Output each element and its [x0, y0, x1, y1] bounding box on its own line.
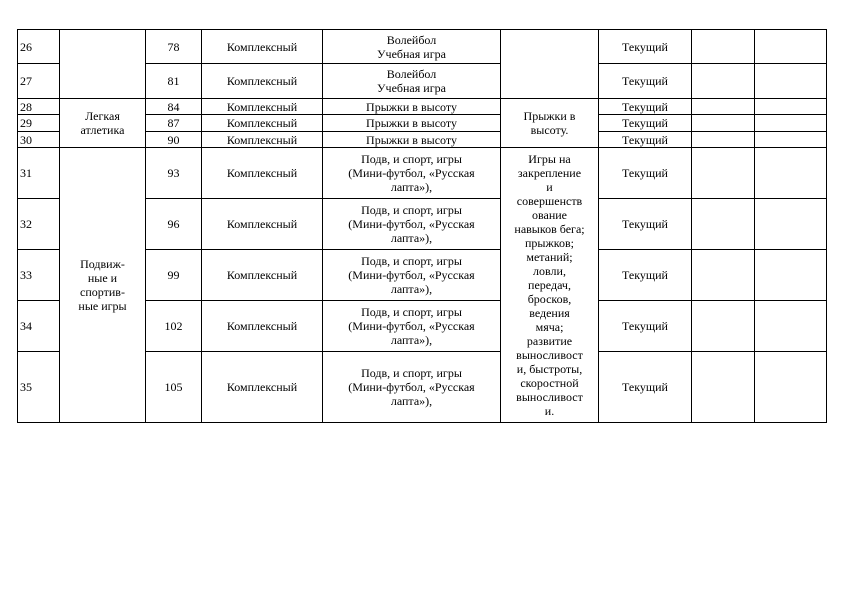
- lesson-type: Комплексный: [202, 99, 323, 115]
- table-body: [18, 30, 827, 423]
- control-type: Текущий: [599, 30, 692, 64]
- row-number: 33: [18, 250, 60, 301]
- empty-cell: [692, 30, 755, 64]
- empty-cell: [755, 352, 827, 423]
- lesson-topic: Прыжки в высоту: [323, 132, 501, 148]
- lesson-number: 96: [146, 199, 202, 250]
- lesson-type: Комплексный: [202, 30, 323, 64]
- control-type: Текущий: [599, 199, 692, 250]
- empty-cell: [755, 301, 827, 352]
- lesson-type: Комплексный: [202, 199, 323, 250]
- lesson-number: 105: [146, 352, 202, 423]
- lesson-type: Комплексный: [202, 115, 323, 132]
- row-number: 35: [18, 352, 60, 423]
- empty-cell: [692, 99, 755, 115]
- lesson-number: 78: [146, 30, 202, 64]
- control-type: Текущий: [599, 148, 692, 199]
- empty-cell: [692, 148, 755, 199]
- empty-cell: [692, 199, 755, 250]
- table-row: [18, 148, 827, 199]
- control-type: Текущий: [599, 250, 692, 301]
- row-number: 32: [18, 199, 60, 250]
- table-row: [18, 99, 827, 115]
- row-number: 26: [18, 30, 60, 64]
- content-jumps: Прыжки в высоту.: [501, 99, 599, 148]
- empty-cell: [692, 301, 755, 352]
- lesson-topic: Подв, и спорт, игры (Мини-футбол, «Русская лапта»),: [323, 199, 501, 250]
- lesson-type: Комплексный: [202, 301, 323, 352]
- lesson-topic: Подв, и спорт, игры (Мини-футбол, «Русская лапта»),: [323, 250, 501, 301]
- section-games: Подвиж- ные и спортив- ные игры: [60, 148, 146, 423]
- lesson-type: Комплексный: [202, 250, 323, 301]
- empty-cell: [692, 64, 755, 99]
- section-athletics: Легкая атлетика: [60, 99, 146, 148]
- empty-cell: [692, 352, 755, 423]
- lesson-type: Комплексный: [202, 132, 323, 148]
- lesson-number: 90: [146, 132, 202, 148]
- lesson-number: 102: [146, 301, 202, 352]
- row-number: 29: [18, 115, 60, 132]
- empty-cell: [755, 30, 827, 64]
- empty-cell: [692, 115, 755, 132]
- lesson-topic: Прыжки в высоту: [323, 99, 501, 115]
- control-type: Текущий: [599, 352, 692, 423]
- lesson-number: 84: [146, 99, 202, 115]
- lesson-number: 93: [146, 148, 202, 199]
- lesson-topic: Подв, и спорт, игры (Мини-футбол, «Русская лапта»),: [323, 301, 501, 352]
- lesson-number: 99: [146, 250, 202, 301]
- lesson-type: Комплексный: [202, 352, 323, 423]
- section-cell-empty: [60, 30, 146, 99]
- lesson-topic: Подв, и спорт, игры (Мини-футбол, «Русская лапта»),: [323, 352, 501, 423]
- row-number: 34: [18, 301, 60, 352]
- row-number: 27: [18, 64, 60, 99]
- row-number: 28: [18, 99, 60, 115]
- lesson-type: Комплексный: [202, 64, 323, 99]
- empty-cell: [755, 250, 827, 301]
- row-number: 30: [18, 132, 60, 148]
- empty-cell: [755, 148, 827, 199]
- empty-cell: [755, 64, 827, 99]
- row-number: 31: [18, 148, 60, 199]
- empty-cell: [755, 132, 827, 148]
- lesson-topic: Прыжки в высоту: [323, 115, 501, 132]
- lesson-plan-table: [17, 29, 827, 423]
- empty-cell: [692, 250, 755, 301]
- lesson-number: 81: [146, 64, 202, 99]
- control-type: Текущий: [599, 64, 692, 99]
- lesson-topic: Подв, и спорт, игры (Мини-футбол, «Русская лапта»),: [323, 148, 501, 199]
- empty-cell: [755, 115, 827, 132]
- lesson-type: Комплексный: [202, 148, 323, 199]
- content-games-goals: Игры на закрепление и совершенств ование навыков бега; прыжков; метаний; ловли, передач, бросков, ведения мяча; развитие выносливост и, быстроты, скоростной выносливост и.: [501, 148, 599, 423]
- empty-cell: [755, 99, 827, 115]
- control-type: Текущий: [599, 301, 692, 352]
- empty-cell: [692, 132, 755, 148]
- empty-cell: [755, 199, 827, 250]
- control-type: Текущий: [599, 99, 692, 115]
- lesson-number: 87: [146, 115, 202, 132]
- lesson-topic: Волейбол Учебная игра: [323, 30, 501, 64]
- content-cell-empty: [501, 30, 599, 99]
- lesson-topic: Волейбол Учебная игра: [323, 64, 501, 99]
- control-type: Текущий: [599, 115, 692, 132]
- control-type: Текущий: [599, 132, 692, 148]
- table-row: [18, 30, 827, 64]
